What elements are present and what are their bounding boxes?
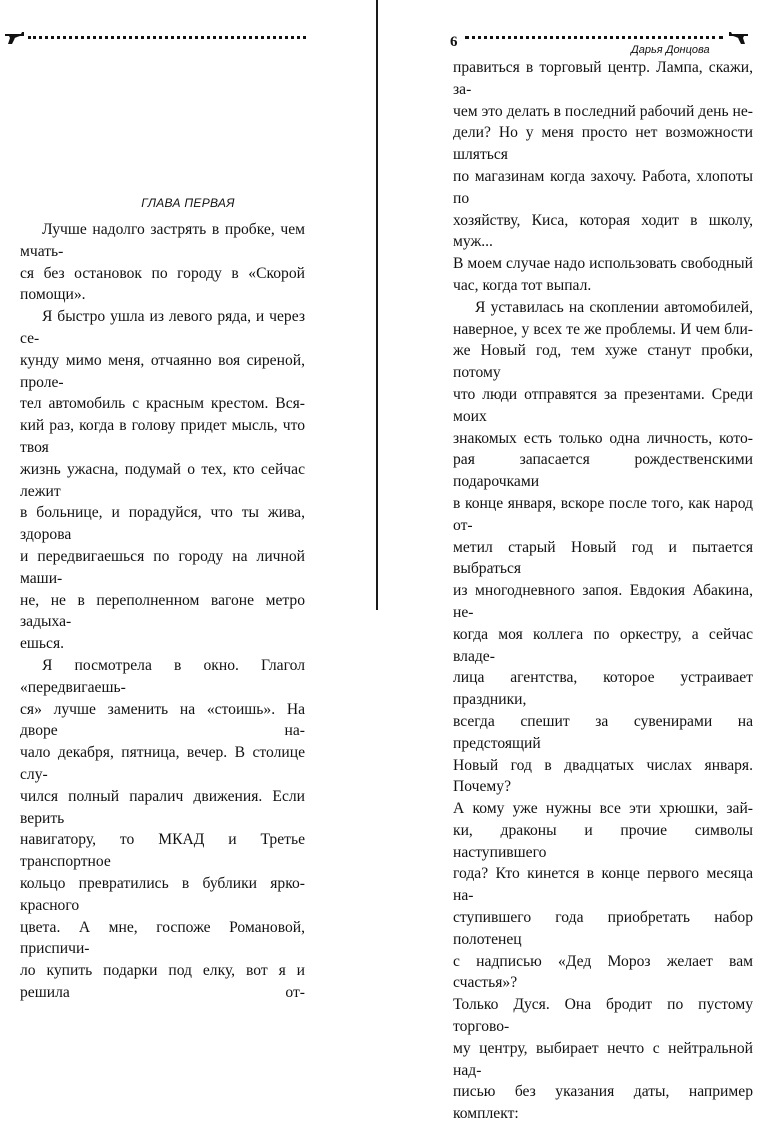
revolver-icon <box>4 31 26 45</box>
text-line: жизнь ужасна, подумай о тех, кто сейчас лежит <box>20 460 305 500</box>
header-dotted-rule <box>465 36 723 39</box>
text-line: ло купить подарки под елку, вот я и решила от- <box>20 962 305 1001</box>
right-body-text <box>453 57 753 1125</box>
text-line: по магазинам когда захочу. Работа, хлопоты по <box>453 167 753 207</box>
text-line: навигатору, то МКАД и Третье транспортное <box>20 831 305 871</box>
text-line: когда моя коллега по оркестру, а сейчас владе- <box>453 625 753 665</box>
text-line: не, не в переполненном вагоне метро задыха- <box>20 591 305 631</box>
text-line: Я посмотрела в окно. Глагол «передвигаешь- <box>20 656 305 696</box>
text-line: чем это делать в последний рабочий день не- <box>453 102 753 120</box>
text-line: дели? Но у меня просто нет возможности шляться <box>453 124 753 164</box>
text-line: года? Кто кинется в конце первого месяца на- <box>453 865 753 905</box>
text-line: лица агентства, которое устраивает праздники, <box>453 669 753 709</box>
book-spine <box>376 0 378 610</box>
text-line: Лучше надолго застрять в пробке, чем мчать- <box>20 221 305 260</box>
header-dotted-rule <box>28 36 306 39</box>
text-line: Только Дуся. Она бродит по пустому торгово- <box>453 996 753 1036</box>
text-line: что люди отправятся за презентами. Среди моих <box>453 385 753 425</box>
left-page <box>0 0 376 1001</box>
text-line: тел автомобиль с красным крестом. Вся- <box>20 395 305 413</box>
text-line: час, когда тот выпал. <box>453 276 592 294</box>
text-line: цвета. А мне, госпоже Романовой, приспичи- <box>20 918 305 958</box>
right-page <box>379 0 760 1123</box>
text-line: В моем случае надо использовать свободный <box>453 255 753 273</box>
text-line: с надписью «Дед Мороз желает вам счастья»? <box>453 952 753 992</box>
text-line: писью без указания даты, например комплект: <box>453 1083 753 1123</box>
text-line: метил старый Новый год и пытается выбраться <box>453 538 753 578</box>
text-line: ся» лучше заменить на «стоишь». На дворе на- <box>20 700 305 740</box>
text-line: Я уставилась на скоплении автомобилей, <box>475 298 753 316</box>
text-line: ешься. <box>20 635 65 653</box>
text-line: знакомых есть только одна личность, кото- <box>453 429 753 447</box>
text-line: в конце января, вскоре после того, как народ от- <box>453 494 753 534</box>
text-line: Новый год в двадцатых числах января. Почему? <box>453 756 753 796</box>
text-line: ся без остановок по городу в «Скорой помощи». <box>20 264 305 304</box>
running-head: Дарья Донцова <box>631 44 710 56</box>
text-line: и передвигаешься по городу на личной маши- <box>20 547 305 587</box>
left-body-text <box>20 219 305 1004</box>
text-line: ступившего года приобретать набор полотенец <box>453 909 753 948</box>
text-line: ки, драконы и прочие символы наступившего <box>453 821 753 861</box>
text-line: всегда спешит за сувенирами на предстоящий <box>453 712 753 752</box>
text-line: же Новый год, тем хуже станут пробки, потому <box>453 342 753 382</box>
text-line: из многодневного запоя. Евдокия Абакина, не- <box>453 582 753 621</box>
text-line: рая запасается рождественскими подарочками <box>453 451 753 491</box>
chapter-title: ГЛАВА ПЕРВАЯ <box>141 196 235 210</box>
page-number: 6 <box>450 34 458 50</box>
text-line: правиться в торговый центр. Лампа, скажи, за- <box>453 59 753 98</box>
text-line: в больнице, и порадуйся, что ты жива, здорова <box>20 504 305 544</box>
text-line: наверное, у всех те же проблемы. И чем бли- <box>453 320 753 338</box>
text-line: хозяйству, Киса, которая ходит в школу, муж... <box>453 211 753 251</box>
text-line: А кому уже нужны все эти хрюшки, зай- <box>453 800 753 818</box>
text-line: кольцо превратились в бублики ярко-красного <box>20 874 305 914</box>
text-line: кунду мимо меня, отчаянно воя сиреной, проле- <box>20 351 305 391</box>
text-line: му центру, выбирает нечто с нейтральной над- <box>453 1039 753 1079</box>
revolver-icon <box>727 31 749 45</box>
text-line: кий раз, когда в голову придет мысль, что твоя <box>20 417 305 456</box>
text-line: чился полный паралич движения. Если верить <box>20 787 305 827</box>
text-line: чало декабря, пятница, вечер. В столице слу- <box>20 744 305 783</box>
text-line: Я быстро ушла из левого ряда, и через се- <box>20 308 305 347</box>
